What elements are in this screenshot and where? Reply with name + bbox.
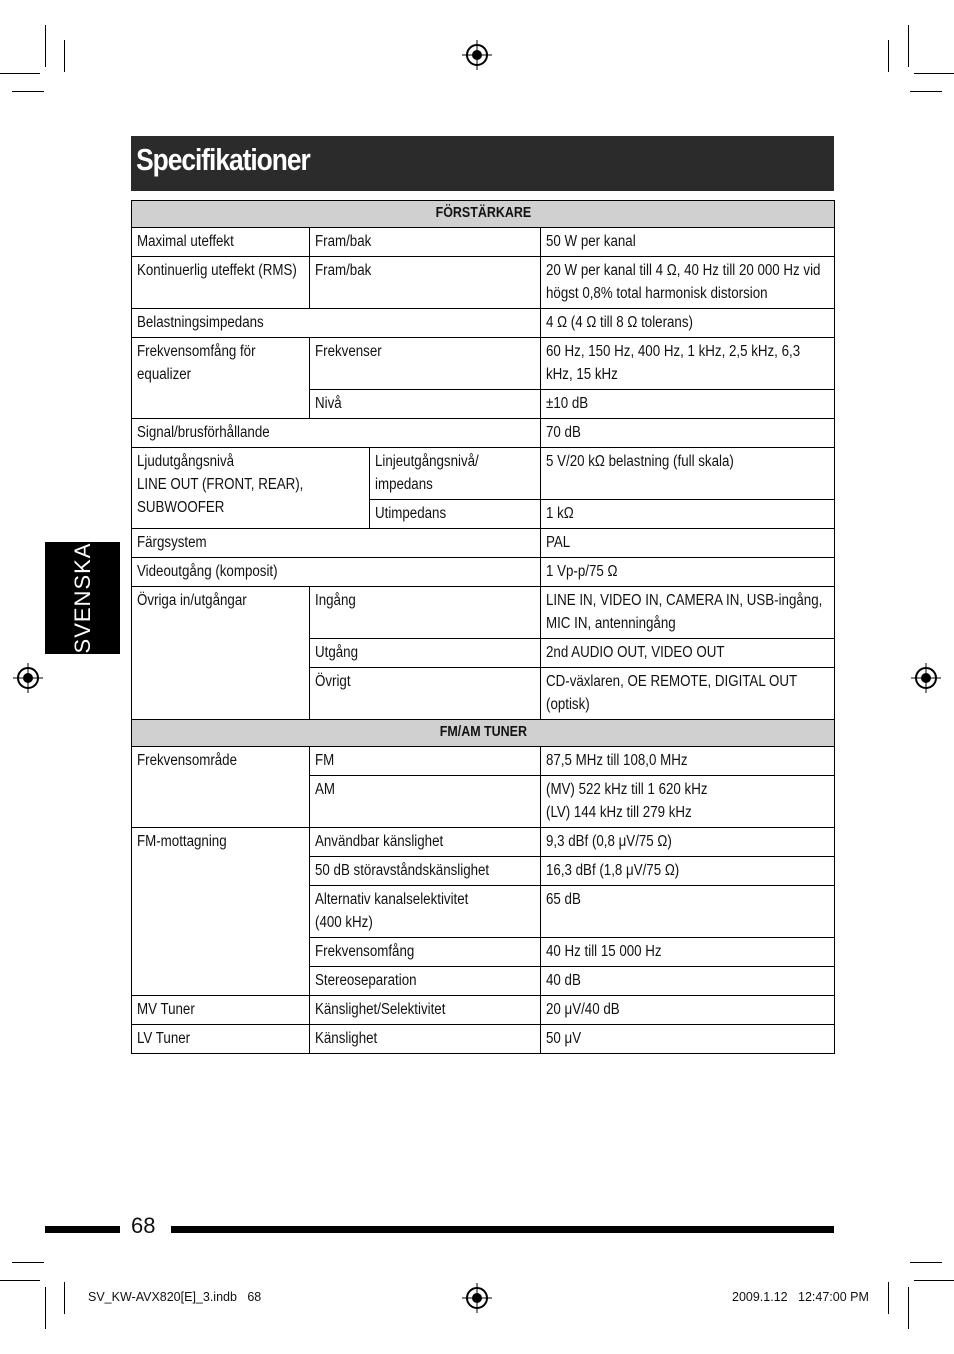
spec-value: 50 W per kanal [541,228,835,257]
registration-mark-icon [17,667,39,689]
print-slug-timestamp: 2009.1.12 12:47:00 PM [732,1290,869,1304]
crop-mark [914,73,954,74]
crop-mark [888,40,889,72]
section-header-amplifier: FÖRSTÄRKARE [132,201,835,228]
registration-mark-icon [915,667,937,689]
spec-value: 2nd AUDIO OUT, VIDEO OUT [541,639,835,668]
table-row [132,828,835,857]
registration-mark-icon [466,44,488,66]
section-header-row [132,201,835,228]
spec-value: 40 Hz till 15 000 Hz [541,938,835,967]
table-row [132,747,835,776]
crop-mark [45,1287,46,1329]
table-row [132,587,835,639]
crop-mark [45,25,46,67]
spec-value: ±10 dB [541,390,835,419]
crop-mark [12,91,44,92]
crop-mark [64,40,65,72]
spec-label: Frekvensområde [132,747,310,828]
spec-value: 5 V/20 kΩ belastning (full skala) [541,448,835,500]
spec-value: 87,5 MHz till 108,0 MHz [541,747,835,776]
spec-label: Signal/brusförhållande [132,419,541,448]
spec-sublabel: Linjeutgångsnivå/ impedans [370,448,541,500]
crop-mark [0,73,40,74]
table-row [132,419,835,448]
spec-label: Övriga in/utgångar [132,587,310,720]
table-row [132,558,835,587]
spec-sublabel: Känslighet/Selektivitet [310,996,541,1025]
spec-value: 16,3 dBf (1,8 μV/75 Ω) [541,857,835,886]
spec-sublabel: Nivå [310,390,541,419]
table-row [132,448,835,500]
spec-sublabel: Ingång [310,587,541,639]
table-row [132,338,835,390]
spec-sublabel: Alternativ kanalselektivitet (400 kHz) [310,886,541,938]
spec-value: 4 Ω (4 Ω till 8 Ω tolerans) [541,309,835,338]
spec-sublabel: Utimpedans [370,500,541,529]
spec-label: Frekvensomfång för equalizer [132,338,310,419]
crop-mark [914,1280,954,1281]
spec-label: LV Tuner [132,1025,310,1054]
footer-rule [171,1226,834,1233]
spec-label: Belastningsimpedans [132,309,541,338]
crop-mark [12,1262,44,1263]
spec-value: CD-växlaren, OE REMOTE, DIGITAL OUT (optisk) [541,668,835,720]
table-row [132,996,835,1025]
section-header-row [132,720,835,747]
spec-sublabel: Utgång [310,639,541,668]
spec-label: Ljudutgångsnivå LINE OUT (FRONT, REAR), SUBWOOFER [132,448,370,529]
spec-value: LINE IN, VIDEO IN, CAMERA IN, USB-ingång, MIC IN, antenningång [541,587,835,639]
spec-value: 50 μV [541,1025,835,1054]
table-row [132,1025,835,1054]
table-row [132,257,835,309]
spec-sublabel: Fram/bak [310,257,541,309]
table-row [132,529,835,558]
spec-value: 20 μV/40 dB [541,996,835,1025]
spec-sublabel: Stereoseparation [310,967,541,996]
spec-value: PAL [541,529,835,558]
crop-mark [910,91,942,92]
spec-value: 70 dB [541,419,835,448]
spec-sublabel: Frekvenser [310,338,541,390]
spec-sublabel: Övrigt [310,668,541,720]
spec-label: Kontinuerlig uteffekt (RMS) [132,257,310,309]
crop-mark [0,1280,40,1281]
spec-value: 1 kΩ [541,500,835,529]
spec-label: FM-mottagning [132,828,310,996]
spec-value: 9,3 dBf (0,8 μV/75 Ω) [541,828,835,857]
spec-sublabel: FM [310,747,541,776]
crop-mark [888,1282,889,1314]
footer-rule [45,1226,120,1233]
spec-value: 20 W per kanal till 4 Ω, 40 Hz till 20 000 Hz vid högst 0,8% total harmonisk distorsion [541,257,835,309]
crop-mark [908,1287,909,1329]
spec-sublabel: Användbar känslighet [310,828,541,857]
spec-value: (MV) 522 kHz till 1 620 kHz (LV) 144 kHz till 279 kHz [541,776,835,828]
language-tab-label: SVENSKA [69,542,95,654]
spec-sublabel: Fram/bak [310,228,541,257]
spec-sublabel: Frekvensomfång [310,938,541,967]
spec-label: MV Tuner [132,996,310,1025]
page-title-bar [131,136,834,191]
spec-sublabel: AM [310,776,541,828]
spec-label: Färgsystem [132,529,541,558]
page-number: 68 [131,1213,156,1238]
spec-label: Videoutgång (komposit) [132,558,541,587]
language-tab [45,542,120,654]
page-title: Specifikationer [136,142,310,177]
crop-mark [910,1262,942,1263]
spec-value: 40 dB [541,967,835,996]
crop-mark [908,25,909,67]
table-row [132,309,835,338]
specification-table [131,200,835,1054]
section-header-tuner: FM/AM TUNER [132,720,835,747]
print-slug-file: SV_KW-AVX820[E]_3.indb 68 [88,1290,262,1304]
spec-label: Maximal uteffekt [132,228,310,257]
spec-value: 60 Hz, 150 Hz, 400 Hz, 1 kHz, 2,5 kHz, 6,3 kHz, 15 kHz [541,338,835,390]
spec-value: 65 dB [541,886,835,938]
spec-sublabel: Känslighet [310,1025,541,1054]
registration-mark-icon [466,1287,488,1309]
spec-value: 1 Vp-p/75 Ω [541,558,835,587]
crop-mark [64,1282,65,1314]
table-row [132,228,835,257]
spec-sublabel: 50 dB störavståndskänslighet [310,857,541,886]
